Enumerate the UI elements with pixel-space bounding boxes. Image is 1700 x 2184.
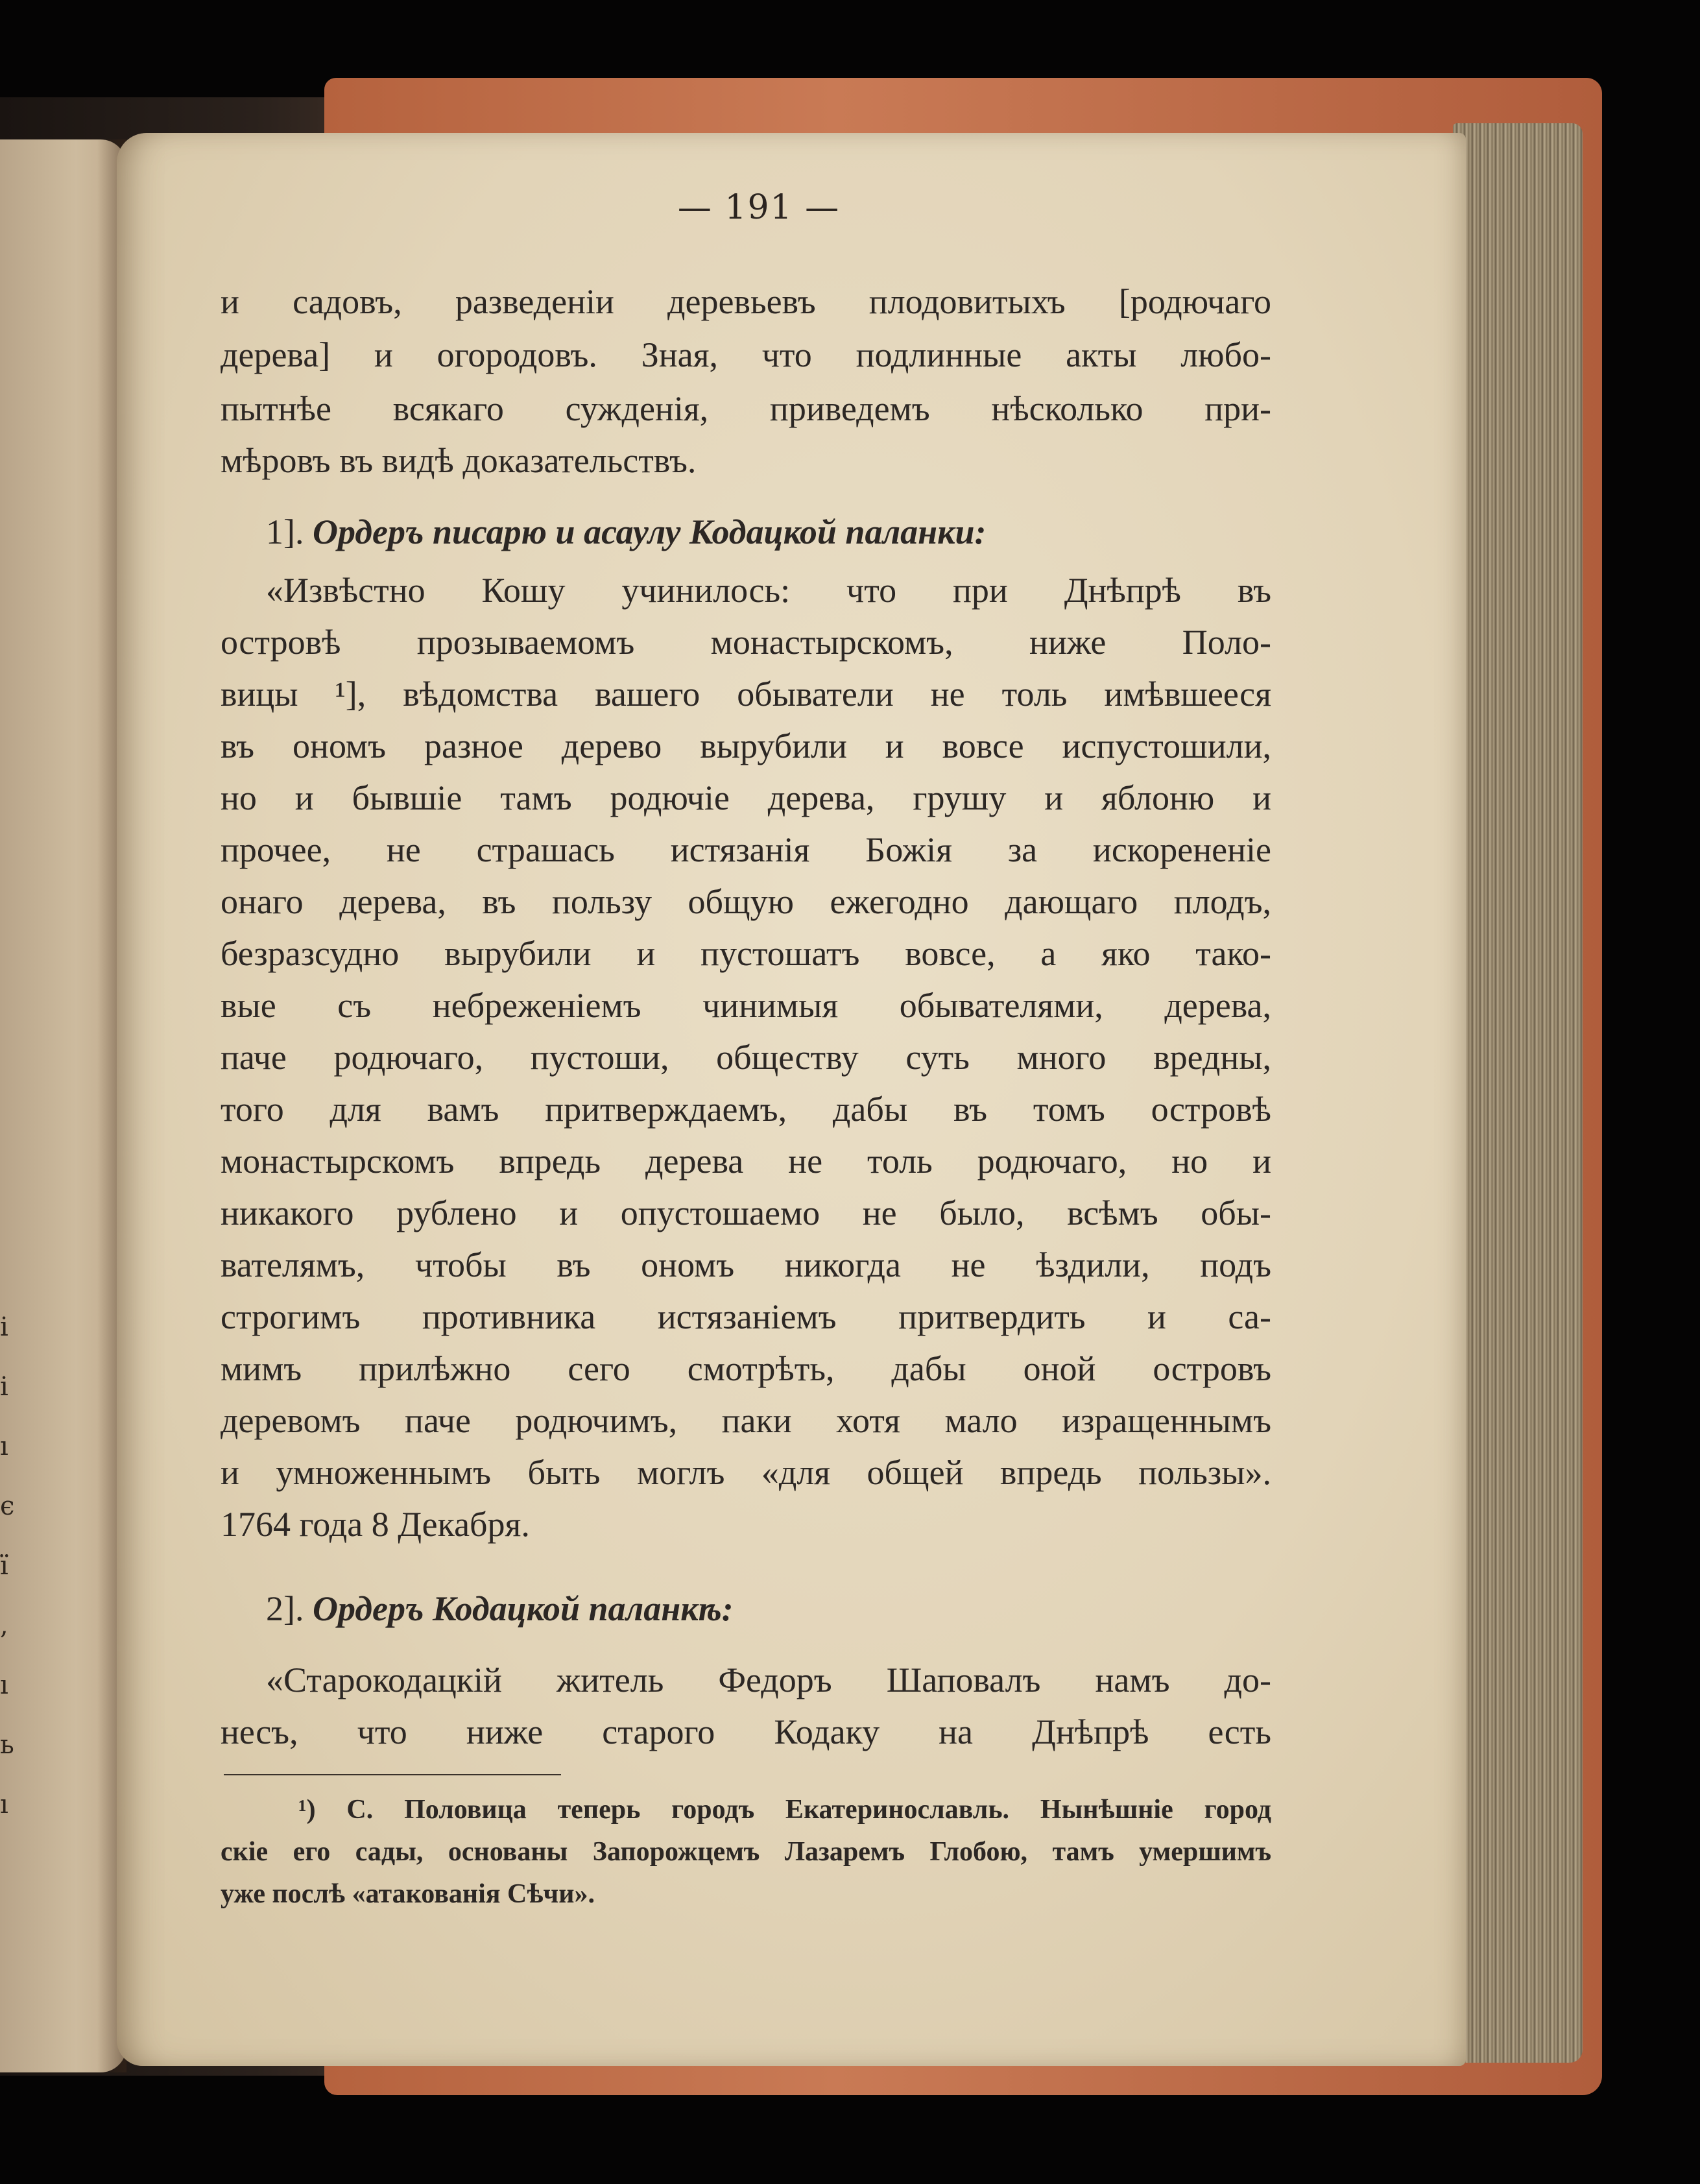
left-mark: і bbox=[0, 1372, 8, 1402]
body-line: пытнѣе всякаго сужденія, приведемъ нѣсколько при- bbox=[221, 389, 1271, 428]
left-mark: ї bbox=[0, 1551, 8, 1581]
left-mark: ь bbox=[0, 1730, 14, 1760]
page-edge-stack bbox=[1453, 123, 1583, 2063]
body-line: никакого рублено и опустошаемо не было, всѣмъ обы- bbox=[221, 1194, 1271, 1232]
footnote-line: ¹) С. Половица теперь городъ Екатеринославль. Нынѣшніе город bbox=[298, 1795, 1271, 1825]
footnote-rule bbox=[224, 1774, 561, 1775]
body-line: вицы ¹], вѣдомства вашего обыватели не толь имѣвшееся bbox=[221, 675, 1271, 714]
body-line: того для вамъ притверждаемъ, дабы въ томъ островѣ bbox=[221, 1090, 1271, 1129]
page-number: — 191 — bbox=[677, 188, 841, 227]
left-mark: ı bbox=[0, 1790, 8, 1819]
body-line: прочее, не страшась истязанія Божія за искорененіе bbox=[221, 830, 1271, 869]
left-mark: є bbox=[0, 1491, 15, 1521]
section-heading-2 bbox=[266, 1589, 1271, 1628]
body-line: безразсудно вырубили и пустошатъ вовсе, а яко тако- bbox=[221, 934, 1271, 973]
section-title: Ордеръ писарю и асаулу Кодацкой паланки: bbox=[312, 512, 987, 551]
body-line: монастырскомъ впредь дерева не толь родючаго, но и bbox=[221, 1142, 1271, 1181]
section-heading-1 bbox=[266, 512, 1271, 551]
body-line: дерева] и огородовъ. Зная, что подлинные акты любо- bbox=[221, 335, 1271, 374]
body-line: несъ, что ниже старого Кодаку на Днѣпрѣ есть bbox=[221, 1712, 1271, 1751]
section-number: 2]. bbox=[266, 1589, 304, 1628]
body-line: но и бывшіе тамъ родючіе дерева, грушу и яблоню и bbox=[221, 778, 1271, 817]
body-line: вателямъ, чтобы въ ономъ никогда не ѣздили, подъ bbox=[221, 1245, 1271, 1284]
body-line: и садовъ, разведеніи деревьевъ плодовитыхъ [родючаго bbox=[221, 282, 1271, 321]
left-mark: ı bbox=[0, 1670, 8, 1700]
body-line: «Старокодацкій житель Федоръ Шаповалъ намъ до- bbox=[266, 1661, 1271, 1699]
section-title: Ордеръ Кодацкой паланкѣ: bbox=[312, 1589, 734, 1628]
body-line: и умноженнымъ быть моглъ «для общей впредь пользы». bbox=[221, 1453, 1271, 1492]
body-line: строгимъ противника истязаніемъ притвердить и са- bbox=[221, 1297, 1271, 1336]
body-line: мимъ прилѣжно сего смотрѣть, дабы оной островъ bbox=[221, 1349, 1271, 1388]
body-line: островѣ прозываемомъ монастырскомъ, ниже Поло- bbox=[221, 623, 1271, 662]
body-line: онаго дерева, въ пользу общую ежегодно дающаго плодъ, bbox=[221, 882, 1271, 921]
left-mark: , bbox=[0, 1611, 8, 1640]
footnote-line: уже послѣ «атакованія Сѣчи». bbox=[221, 1879, 595, 1909]
section-number: 1]. bbox=[266, 512, 304, 551]
body-line: въ ономъ разное дерево вырубили и вовсе испустошили, bbox=[221, 726, 1271, 765]
left-page-text-fragments bbox=[0, 1297, 19, 1946]
body-line: мѣровъ въ видѣ доказательствъ. bbox=[221, 441, 697, 480]
left-mark: ı bbox=[0, 1432, 8, 1461]
body-line: 1764 года 8 Декабря. bbox=[221, 1505, 530, 1544]
body-line: паче родючаго, пустоши, обществу суть много вредны, bbox=[221, 1038, 1271, 1077]
body-line: деревомъ паче родючимъ, паки хотя мало изращеннымъ bbox=[221, 1401, 1271, 1440]
body-line: вые съ небреженіемъ чинимыя обывателями, дерева, bbox=[221, 986, 1271, 1025]
left-mark: і bbox=[0, 1312, 8, 1342]
footnote-line: скіе его сады, основаны Запорожцемъ Лазаремъ Глобою, тамъ умершимъ bbox=[221, 1837, 1271, 1867]
body-line: «Извѣстно Кошу учинилось: что при Днѣпрѣ въ bbox=[266, 571, 1271, 610]
